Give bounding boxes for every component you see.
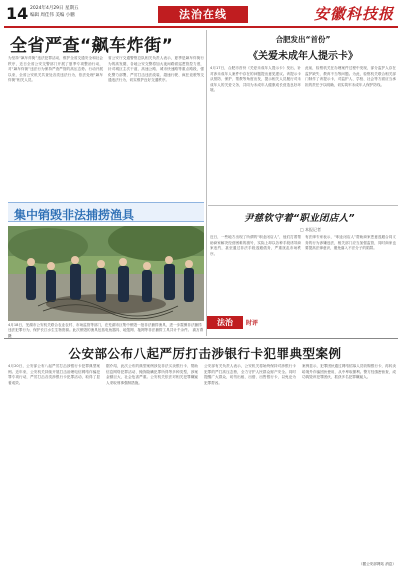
article4-body-col2: 据介绍，此次公布的典型案例涉及非法买卖银行卡、帮助信息网络犯罪活动、掩饰隐瞒犯罪所得等多种类型，涉案金额巨大，社会危害严重。公安机关依法对相关犯罪嫌疑人采取刑事强制措施。	[106, 364, 198, 385]
news-photo	[8, 226, 204, 321]
photo-credit: 高万青 摄	[8, 328, 204, 338]
photo-caption-text: 4月18日，芜湖市公安机关联合农业农村、市场监管等部门，在芜湖市区集中销毁一批非法捕捞渔具，进一步震慑非法捕捞违法犯罪行为，保护长江水生生物资源。此次销毁的渔具包括电鱼器具、地笼网、拖网等非法捕捞工具共计千余件。	[8, 323, 202, 333]
article2-body-col2: 此前，检察机关在办理案件过程中发现，部分监护人存在监护缺失、教育不当等问题。为此，检察机关联合相关部门制作了该提示卡，对监护人、学校、社会等方面应当承担的责任予以明确，切实筑牢未成年人保护防线。	[305, 66, 396, 87]
article4-body-col1: 4月20日，公安部公布八起严厉打击涉银行卡犯罪典型案例。近年来，公安机关持续开展打击治理电信网络诈骗犯罪专项行动，严厉打击各类涉银行卡犯罪活动，取得了显著成效。	[8, 364, 100, 385]
article4-title: 公安部公布八起严厉打击涉银行卡犯罪典型案例	[68, 346, 342, 361]
column-divider-vertical	[206, 30, 207, 336]
article4-credit: （据公安部网站 消息）	[358, 562, 396, 566]
issue-date: 2024年4月29日 星期五	[30, 6, 79, 11]
column-sublabel: 时评	[246, 320, 259, 327]
page-header	[0, 0, 402, 30]
article2-kicker: 合肥发出“首份”	[275, 35, 331, 44]
article3-body-col1: 近日，一些地方出现了所谓的“职业闭店人”，他们打着帮助商家解决经营困难的旗号，实际上却以各种手段诱导商家违约，甚至通过非法手段逃避债务，严重扰乱市场秩序。	[210, 235, 301, 256]
section-divider	[4, 338, 398, 339]
article3-body-col2: 有法律专家表示，“职业闭店人”帮助商家恶意逃避合同义务的行为涉嫌违法，相关部门应当加强监管，同时商家也要提高法律意识，避免落入不法分子的陷阱。	[305, 235, 396, 251]
column-divider-horizontal	[208, 205, 398, 206]
photo-banner	[8, 202, 204, 222]
article4-body-col3: 公安部有关负责人表示，公安机关将始终保持对涉银行卡犯罪的严打高压态势，全力守护人民群众财产安全。同时提醒广大群众，切勿出租、出借、出售银行卡，以免沦为犯罪帮凶。	[204, 364, 296, 385]
article2-body-col1: 4月17日，合肥市首份《关爱未成年人提示卡》发出，针对涉未成年人案件中存在的问题提出意见建议。该提示卡从预防、保护、帮教等角度出发，提示相关人员履行对未成年人的关爱义务，共同为未成年人健康成长营造良好环境。	[210, 66, 301, 93]
article1-title: 全省严查“飙车炸街”	[10, 36, 174, 56]
article4-body-col4: 案例显示，犯罪团伙通过网络招募人员收购银行卡，再转卖给境外诈骗团伙使用，从中牟取暴利。警方经缜密侦查，成功捣毁该犯罪团伙，抓获多名犯罪嫌疑人。	[302, 364, 396, 380]
page-number: 14	[6, 4, 29, 23]
section-label: 法治在线	[158, 6, 248, 23]
editors-line: 编辑 周佳伟 美编 小鹏	[30, 13, 75, 18]
photo-caption	[8, 323, 204, 339]
newspaper-masthead: 安徽科技报	[313, 5, 394, 23]
column-label: 法治	[207, 316, 243, 329]
header-rule	[4, 26, 398, 28]
article1-body-col1: 为坚持“飙车炸街”违法犯罪活动，维护全省交通安全和社会秩序，近日全省公安交警部门开展了夏季专项整治行动，对“飙车炸街”违法行为保持严查严管的高压态势。行动开展以来，全省公安机关共查处各类违法行为，依法处理“飙车炸街”相关人员。	[8, 56, 103, 83]
police-destroying-nets-photo	[8, 226, 204, 321]
article2-headline	[208, 34, 398, 62]
article3-title: 尹慈钦守着“职业闭店人”	[244, 213, 355, 224]
article3-author: □ 本报记者	[300, 227, 322, 232]
article1-body-col2: 省公安厅交通警察总队相关负责人表示，夏季是飙车炸街行为的高发期，各地公安交警将加大夜间路面巡逻管控力度，针对城区主次干道、高速公路、城市快速路等重点路段，强化警力部署，严厉打击违法改装、超速行驶、疯狂竞驶等交通违法行为，切实维护良好交通秩序。	[108, 56, 204, 83]
photo-banner-title: 集中销毁非法捕捞渔具	[14, 208, 135, 222]
article2-title: 《关爱未成年人提示卡》	[248, 51, 358, 62]
